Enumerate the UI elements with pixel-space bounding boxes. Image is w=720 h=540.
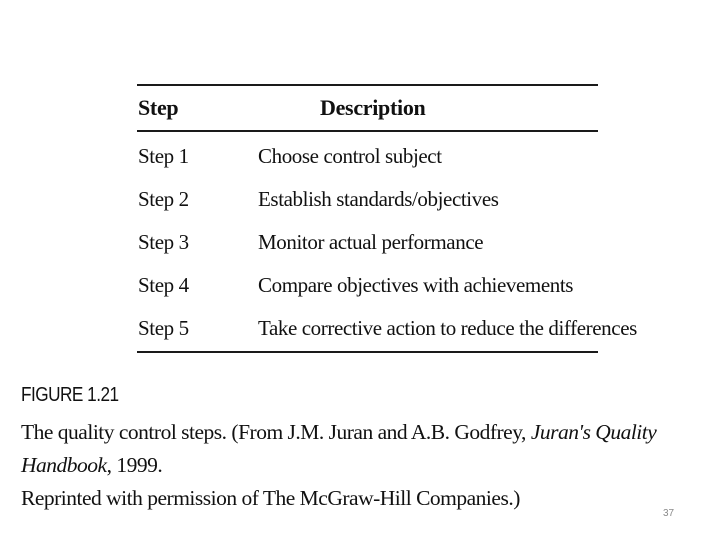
figure-caption	[21, 416, 711, 515]
header-description: Description	[320, 95, 426, 120]
table-row	[137, 177, 598, 220]
table-header	[137, 86, 598, 132]
caption-book-title: Juran's Quality Handbook	[21, 420, 657, 477]
header-step: Step	[138, 95, 179, 120]
figure-label: FIGURE 1.21	[21, 384, 119, 406]
step-cell: Step 3	[138, 230, 189, 254]
table-row	[137, 134, 598, 177]
description-cell: Monitor actual performance	[258, 230, 484, 254]
caption-line-2: Reprinted with permission of The McGraw-Hill Companies.)	[21, 486, 520, 510]
description-cell: Choose control subject	[258, 144, 442, 168]
caption-text: , 1999.	[106, 453, 163, 477]
table-row	[137, 263, 598, 306]
step-cell: Step 2	[138, 187, 189, 211]
step-cell: Step 4	[138, 273, 189, 297]
description-cell: Take corrective action to reduce the differences	[258, 316, 637, 340]
caption-text: The quality control steps. (From J.M. Juran and A.B. Godfrey,	[21, 420, 531, 444]
description-cell: Compare objectives with achievements	[258, 273, 574, 297]
quality-control-steps-table	[137, 84, 637, 353]
caption-line-1	[21, 416, 711, 482]
page-number: 37	[663, 508, 675, 519]
table-row	[137, 220, 598, 263]
description-cell: Establish standards/objectives	[258, 187, 499, 211]
table-body	[137, 132, 637, 351]
step-cell: Step 1	[138, 144, 189, 168]
step-cell: Step 5	[138, 316, 189, 340]
table-row	[137, 306, 637, 349]
